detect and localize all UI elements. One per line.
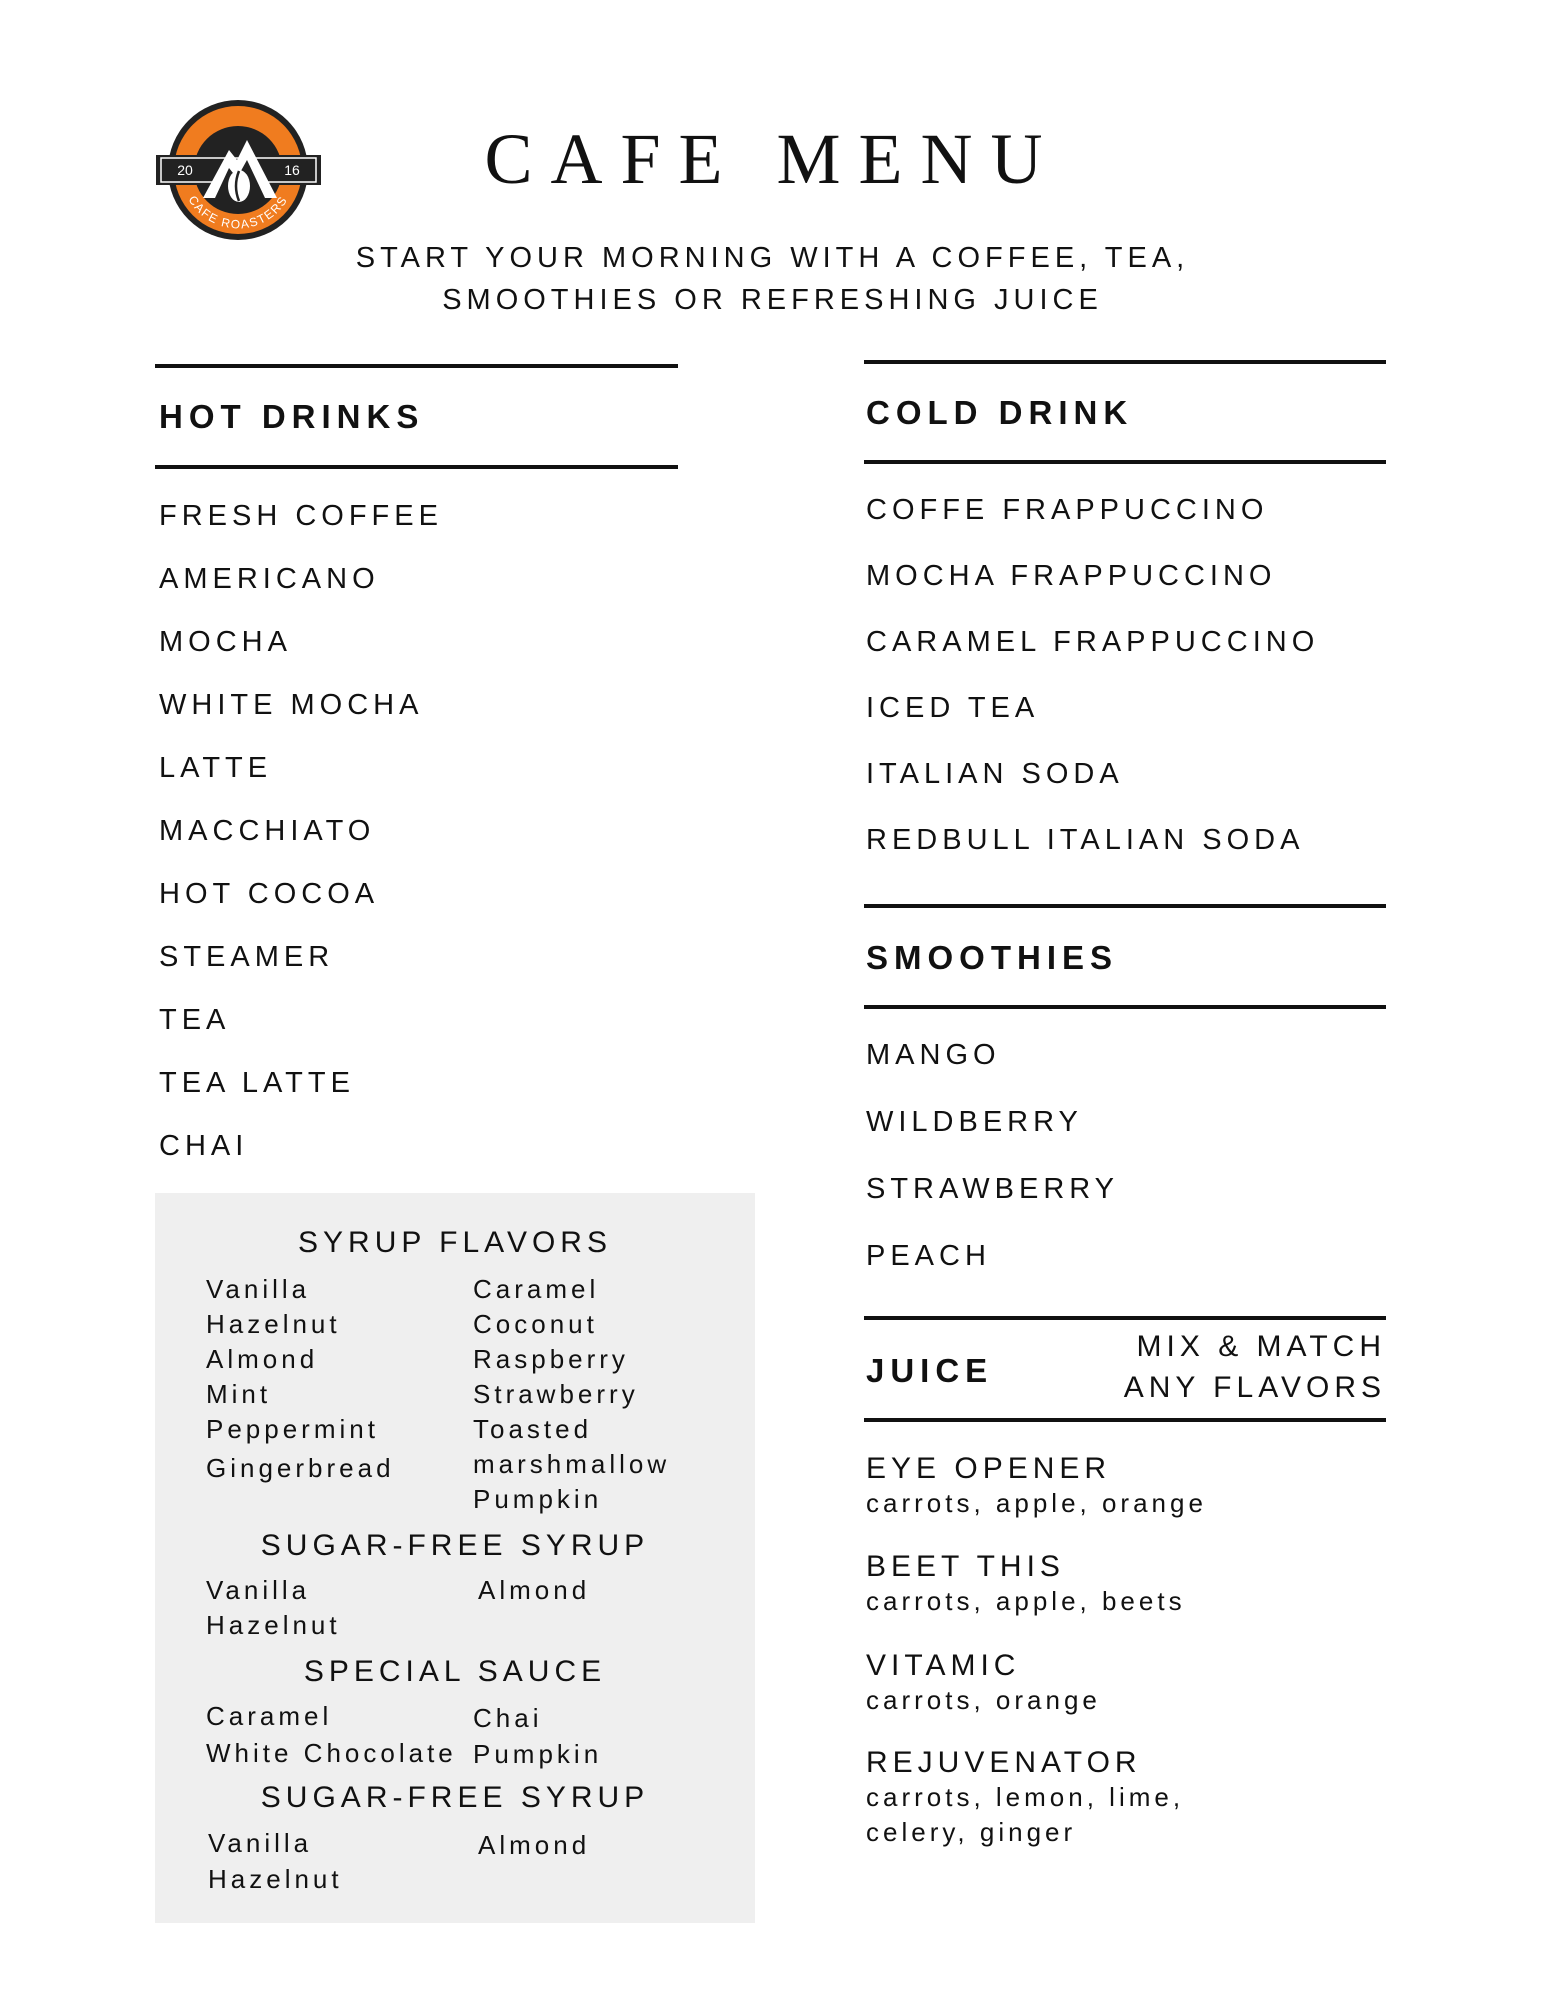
logo-year-left: 20 (177, 162, 193, 178)
juice-ingredients: carrots, apple, beets (866, 1586, 1186, 1616)
menu-item: WILDBERRY (866, 1106, 1083, 1138)
subtitle-line-1: START YOUR MORNING WITH A COFFEE, TEA, (355, 242, 1190, 274)
menu-item: MOCHA FRAPPUCCINO (866, 560, 1277, 592)
menu-item: CARAMEL FRAPPUCCINO (866, 626, 1320, 658)
menu-item: ICED TEA (866, 692, 1040, 724)
syrup-item: Peppermint (206, 1414, 379, 1444)
syrup-flavors-right-list (473, 1272, 670, 1517)
menu-item: REDBULL ITALIAN SODA (866, 824, 1305, 856)
juice-note-line-2: ANY FLAVORS (1123, 1371, 1386, 1404)
smoothies-heading: SMOOTHIES (866, 939, 1119, 976)
juice-item (866, 1746, 1184, 1850)
cold-drink-bottom-rule (864, 460, 1386, 464)
syrup-item: Mint (206, 1379, 272, 1409)
hot-drinks-list (159, 500, 443, 1193)
syrup-item: Raspberry (473, 1344, 629, 1374)
syrup-item: Gingerbread (206, 1453, 395, 1483)
syrup-item: Vanilla (206, 1575, 311, 1605)
syrup-item: Vanilla (208, 1828, 313, 1858)
juice-ingredients: celery, ginger (866, 1817, 1077, 1847)
syrup-flavors-panel (155, 1193, 755, 1923)
syrup-item: Coconut (473, 1309, 598, 1339)
logo-top-text: LEAVENWORTH (155, 86, 271, 101)
cold-drink-top-rule (864, 360, 1386, 364)
special-sauce-heading: SPECIAL SAUCE (303, 1655, 607, 1688)
menu-item: WHITE MOCHA (159, 689, 424, 721)
special-sauce-right-list (473, 1700, 602, 1772)
syrup-item: Hazelnut (206, 1309, 341, 1339)
sauce-item: Pumpkin (473, 1739, 603, 1769)
sugar-free-right-list (478, 1573, 590, 1608)
syrup-flavors-left-list (206, 1272, 395, 1486)
syrup-item: Toasted (473, 1414, 593, 1444)
juice-name: EYE OPENER (866, 1452, 1112, 1485)
sauce-item: Caramel (206, 1701, 333, 1731)
menu-item: STEAMER (159, 941, 335, 973)
juice-ingredients: carrots, lemon, lime, (866, 1782, 1185, 1812)
hot-drinks-bottom-rule (155, 465, 678, 469)
menu-item: FRESH COFFEE (159, 500, 443, 532)
juice-note (1080, 1326, 1386, 1408)
juice-heading: JUICE (866, 1352, 994, 1389)
leavenworth-logo (155, 86, 322, 241)
cold-drink-list (866, 494, 1319, 890)
page-subtitle (300, 237, 1245, 321)
menu-item: MANGO (866, 1039, 1001, 1071)
syrup-item: Almond (478, 1575, 591, 1605)
logo-year-right: 16 (284, 162, 300, 178)
smoothies-list (866, 1039, 1119, 1307)
syrup-item: Caramel (473, 1274, 600, 1304)
juice-bottom-rule (864, 1418, 1386, 1422)
smoothies-top-rule (864, 904, 1386, 908)
menu-item: STRAWBERRY (866, 1173, 1120, 1205)
menu-item: HOT COCOA (159, 878, 380, 910)
hot-drinks-heading: HOT DRINKS (159, 398, 425, 435)
menu-item: MOCHA (159, 626, 292, 658)
syrup-flavors-heading: SYRUP FLAVORS (298, 1226, 612, 1259)
page-title: CAFE MENU (484, 119, 1061, 199)
juice-item (866, 1649, 1101, 1718)
juice-name: BEET THIS (866, 1550, 1065, 1583)
sugar-free-2-right-list (478, 1827, 590, 1863)
hot-drinks-top-rule (155, 364, 678, 368)
syrup-item: Almond (206, 1344, 319, 1374)
syrup-item: Almond (478, 1830, 591, 1860)
juice-name: REJUVENATOR (866, 1746, 1142, 1779)
sugar-free-2-left-list (208, 1825, 343, 1897)
cold-drink-heading: COLD DRINK (866, 394, 1134, 431)
special-sauce-left-list (206, 1698, 457, 1772)
menu-item: LATTE (159, 752, 273, 784)
syrup-item: marshmallow (473, 1449, 671, 1479)
juice-item (866, 1550, 1186, 1619)
sauce-item: White Chocolate (206, 1738, 457, 1768)
juice-ingredients: carrots, apple, orange (866, 1488, 1207, 1518)
juice-item (866, 1452, 1207, 1521)
syrup-item: Hazelnut (206, 1610, 341, 1640)
logo-bottom-text: CAFE ROASTERS (185, 193, 291, 232)
menu-item: PEACH (866, 1240, 991, 1272)
juice-ingredients: carrots, orange (866, 1685, 1101, 1715)
sugar-free-syrup-heading-2: SUGAR-FREE SYRUP (260, 1781, 650, 1814)
menu-item: TEA (159, 1004, 231, 1036)
juice-top-rule (864, 1316, 1386, 1320)
juice-name: VITAMIC (866, 1649, 1021, 1682)
sugar-free-syrup-heading: SUGAR-FREE SYRUP (260, 1529, 650, 1562)
syrup-item: Pumpkin (473, 1484, 603, 1514)
sauce-item: Chai (473, 1703, 543, 1733)
syrup-item: Strawberry (473, 1379, 639, 1409)
menu-item: AMERICANO (159, 563, 380, 595)
smoothies-bottom-rule (864, 1005, 1386, 1009)
syrup-item: Vanilla (206, 1274, 311, 1304)
menu-item: ITALIAN SODA (866, 758, 1124, 790)
menu-item: TEA LATTE (159, 1067, 355, 1099)
sugar-free-left-list (206, 1573, 341, 1643)
syrup-item: Hazelnut (208, 1864, 343, 1894)
menu-item: MACCHIATO (159, 815, 376, 847)
menu-item: CHAI (159, 1130, 249, 1162)
juice-note-line-1: MIX & MATCH (1136, 1330, 1386, 1363)
menu-item: COFFE FRAPPUCCINO (866, 494, 1269, 526)
subtitle-line-2: SMOOTHIES OR REFRESHING JUICE (442, 284, 1103, 316)
